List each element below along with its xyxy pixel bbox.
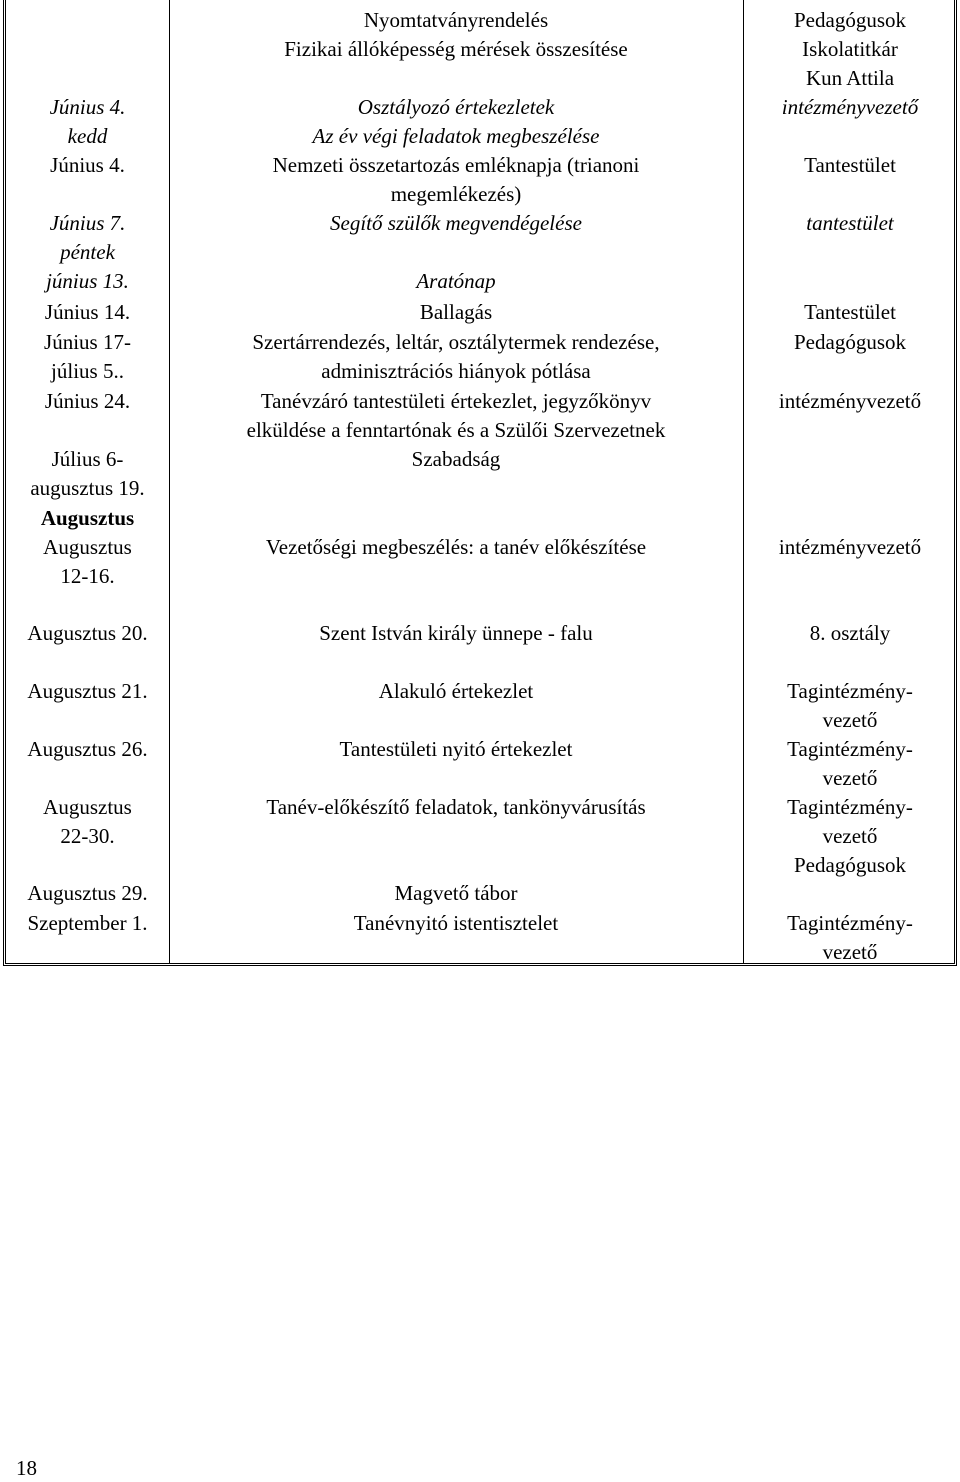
- row-1-event: Nyomtatványrendelés Fizikai állóképesség mérések összesítése: [284, 8, 628, 61]
- row-3-responsible: Tantestület: [804, 153, 896, 177]
- row-4-date: Június 7. péntek: [49, 211, 126, 264]
- row-15-event: Tanév-előkészítő feladatok, tankönyvárusítás: [266, 795, 646, 819]
- row-13-responsible: Tagintézmény- vezető: [787, 679, 913, 732]
- row-6-event: Ballagás: [419, 300, 493, 324]
- row-14-event: Tantestületi nyitó értekezlet: [339, 737, 573, 761]
- row-13-date: Augusztus 21.: [27, 679, 148, 703]
- row-3-event: Nemzeti összetartozás emléknapja (trianoni megemlékezés): [272, 153, 640, 206]
- row-6-date: Június 14.: [44, 300, 131, 324]
- row-12-date: Augusztus 20.: [27, 621, 148, 645]
- row-16-event: Magvető tábor: [394, 881, 518, 905]
- row-17-responsible: Tagintézmény- vezető: [787, 911, 913, 964]
- row-3-date: Június 4.: [50, 153, 125, 177]
- row-16-date: Augusztus 29.: [27, 881, 148, 905]
- row-11-responsible: intézményvezető: [778, 535, 922, 559]
- row-1-responsible: Pedagógusok Iskolatitkár Kun Attila: [794, 8, 906, 90]
- row-2-responsible: intézményvezető: [781, 95, 919, 119]
- row-2-date: Június 4. kedd: [49, 95, 126, 148]
- schedule-table: [3, 0, 957, 966]
- row-15-date: Augusztus 22-30.: [43, 795, 132, 848]
- row-12-event: Szent István király ünnepe - falu: [319, 621, 593, 645]
- row-10-date: Augusztus: [40, 506, 135, 530]
- row-17-event: Tanévnyitó istentisztelet: [353, 911, 559, 935]
- row-17-date: Szeptember 1.: [27, 911, 148, 935]
- row-11-event: Vezetőségi megbeszélés: a tanév előkészítése: [265, 535, 647, 559]
- row-12-responsible: 8. osztály: [809, 621, 891, 645]
- row-15-responsible: Tagintézmény- vezető Pedagógusok: [787, 795, 913, 877]
- row-2-event: Osztályozó értekezletek Az év végi feladatok megbeszélése: [312, 95, 600, 148]
- row-5-date: június 13.: [46, 269, 129, 293]
- row-7-date: Június 17- július 5..: [44, 330, 131, 383]
- row-4-event: Segítő szülők megvendégelése: [330, 211, 582, 235]
- row-14-date: Augusztus 26.: [27, 737, 148, 761]
- row-7-event: Szertárrendezés, leltár, osztálytermek rendezése, adminisztrációs hiányok pótlása: [252, 330, 660, 383]
- row-8-responsible: intézményvezető: [778, 389, 922, 413]
- row-7-responsible: Pedagógusok: [794, 330, 906, 354]
- row-9-event: Szabadság: [411, 447, 501, 471]
- row-9-date: Július 6- augusztus 19.: [30, 447, 145, 500]
- row-8-event: Tanévzáró tantestületi értekezlet, jegyzőkönyv elküldése a fenntartónak és a Szülői Szervezetnek: [246, 389, 666, 442]
- row-8-date: Június 24.: [44, 389, 131, 413]
- row-6-responsible: Tantestület: [804, 300, 896, 324]
- row-4-responsible: tantestület: [806, 211, 894, 235]
- row-11-date: Augusztus 12-16.: [43, 535, 132, 588]
- page-number: 18: [16, 1456, 37, 1480]
- row-5-event: Aratónap: [416, 269, 496, 293]
- row-13-event: Alakuló értekezlet: [378, 679, 534, 703]
- row-14-responsible: Tagintézmény- vezető: [787, 737, 913, 790]
